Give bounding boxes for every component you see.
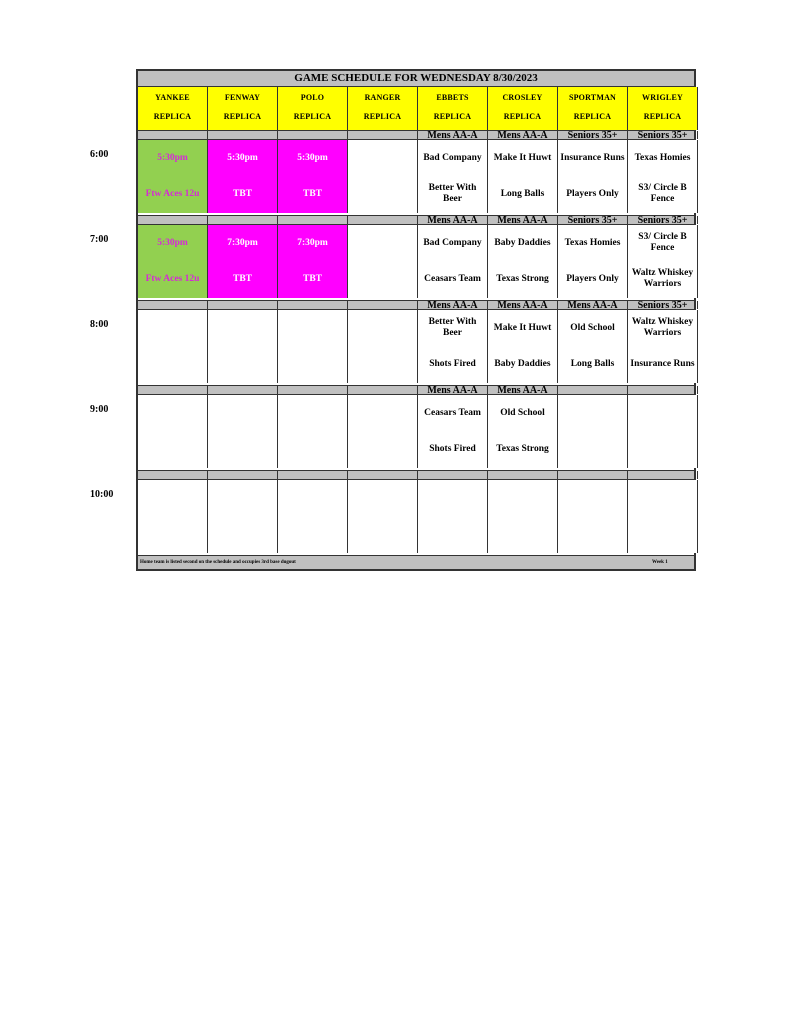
team-away xyxy=(558,398,627,428)
division-label: Seniors 35+ xyxy=(558,216,628,224)
team-home: Insurance Runs xyxy=(630,358,695,369)
division-label xyxy=(488,471,558,479)
team-home xyxy=(558,519,627,549)
team-away: 5:30pm xyxy=(227,152,258,163)
team-home: Ftw Aces 12u xyxy=(145,188,200,199)
team-away xyxy=(558,483,627,513)
team-home xyxy=(348,264,417,294)
division-label xyxy=(348,216,418,224)
time-label: 9:00 xyxy=(90,404,109,415)
division-label xyxy=(138,471,208,479)
time-label: 8:00 xyxy=(90,319,109,330)
team-away xyxy=(348,483,417,513)
team-away xyxy=(208,313,277,343)
division-label xyxy=(208,386,278,394)
game-cell xyxy=(628,140,698,213)
game-cell xyxy=(628,395,698,468)
division-label: Mens AA-A xyxy=(488,386,558,394)
week-label: Week 1 xyxy=(652,560,668,565)
division-label xyxy=(348,301,418,309)
team-away xyxy=(348,228,417,258)
time-label: 10:00 xyxy=(90,489,114,500)
team-away xyxy=(138,398,207,428)
game-cell xyxy=(348,310,418,383)
field-header-5 xyxy=(488,87,558,130)
division-label: Mens AA-A xyxy=(418,216,488,224)
game-cell xyxy=(488,140,558,213)
schedule-sheet xyxy=(136,69,696,571)
division-label xyxy=(208,216,278,224)
team-away xyxy=(138,313,207,343)
team-home: Players Only xyxy=(566,273,619,284)
team-home xyxy=(208,519,277,549)
field-name: YANKEE xyxy=(155,93,190,102)
home-team-note: Home team is listed second on the schedule and occupies 3rd base dugout xyxy=(140,560,296,565)
field-header-1 xyxy=(208,87,278,130)
division-label xyxy=(138,301,208,309)
division-label: Mens AA-A xyxy=(558,301,628,309)
team-away: Waltz Whiskey Warriors xyxy=(631,317,694,338)
team-home: Shots Fired xyxy=(429,443,476,454)
division-label xyxy=(278,131,348,139)
field-name: EBBETS xyxy=(436,93,469,102)
team-away: Insurance Runs xyxy=(560,152,625,163)
team-away xyxy=(348,143,417,173)
team-home: Better With Beer xyxy=(428,183,477,204)
team-home xyxy=(418,519,487,549)
game-cell xyxy=(208,140,278,213)
division-label: Mens AA-A xyxy=(418,386,488,394)
game-cell xyxy=(558,225,628,298)
game-cell xyxy=(418,310,488,383)
field-header-4 xyxy=(418,87,488,130)
team-home xyxy=(138,434,207,464)
team-home xyxy=(348,349,417,379)
division-label: Mens AA-A xyxy=(488,216,558,224)
team-home: TBT xyxy=(232,273,252,284)
team-home xyxy=(348,434,417,464)
team-away xyxy=(348,398,417,428)
time-label: 7:00 xyxy=(90,234,109,245)
game-cell xyxy=(208,480,278,553)
field-name: SPORTMAN xyxy=(568,93,617,102)
team-away: 7:30pm xyxy=(227,237,258,248)
footer-bar xyxy=(138,555,694,569)
team-away: Texas Homies xyxy=(634,152,691,163)
game-cell xyxy=(278,225,348,298)
team-home: Baby Daddies xyxy=(494,358,551,369)
field-subtitle: REPLICA xyxy=(223,112,262,121)
team-home xyxy=(208,434,277,464)
team-home: Waltz Whiskey Warriors xyxy=(631,268,694,289)
division-label xyxy=(628,471,698,479)
game-cell xyxy=(138,225,208,298)
game-cell xyxy=(208,395,278,468)
field-name: WRIGLEY xyxy=(642,93,683,102)
team-home: TBT xyxy=(232,188,252,199)
team-home xyxy=(628,434,697,464)
team-away: Make It Huwt xyxy=(493,322,552,333)
schedule-title: GAME SCHEDULE FOR WEDNESDAY 8/30/2023 xyxy=(138,71,694,87)
team-home xyxy=(138,349,207,379)
division-label xyxy=(418,471,488,479)
team-away: Old School xyxy=(500,407,545,418)
game-cell xyxy=(488,310,558,383)
game-cell xyxy=(418,225,488,298)
team-away: Texas Homies xyxy=(564,237,621,248)
division-label: Mens AA-A xyxy=(488,131,558,139)
team-home xyxy=(488,519,557,549)
game-cell xyxy=(488,225,558,298)
game-cell xyxy=(488,480,558,553)
team-away xyxy=(348,313,417,343)
team-away xyxy=(418,483,487,513)
team-home: Texas Strong xyxy=(496,273,549,284)
team-away xyxy=(208,398,277,428)
team-home xyxy=(138,519,207,549)
team-home xyxy=(278,349,347,379)
game-cell xyxy=(418,140,488,213)
division-label xyxy=(208,301,278,309)
division-label xyxy=(558,386,628,394)
team-away xyxy=(628,398,697,428)
field-header-2 xyxy=(278,87,348,130)
division-band xyxy=(138,300,694,310)
division-label: Mens AA-A xyxy=(488,301,558,309)
game-cell xyxy=(418,480,488,553)
division-label xyxy=(208,471,278,479)
division-label xyxy=(278,471,348,479)
team-home xyxy=(558,434,627,464)
game-cell xyxy=(138,140,208,213)
field-name: FENWAY xyxy=(224,93,261,102)
game-cell xyxy=(348,140,418,213)
team-home: Ceasars Team xyxy=(424,273,481,284)
game-cell xyxy=(278,395,348,468)
team-home xyxy=(348,179,417,209)
game-cell xyxy=(278,140,348,213)
game-cell xyxy=(558,310,628,383)
game-cell xyxy=(558,480,628,553)
team-home xyxy=(348,519,417,549)
division-label xyxy=(278,386,348,394)
game-cell xyxy=(558,395,628,468)
team-away: Baby Daddies xyxy=(494,237,551,248)
game-cell xyxy=(208,310,278,383)
division-label xyxy=(278,301,348,309)
team-home: S3/ Circle B Fence xyxy=(638,183,687,204)
team-home: Ftw Aces 12u xyxy=(145,273,200,284)
field-subtitle: REPLICA xyxy=(573,112,612,121)
division-band xyxy=(138,470,694,480)
division-label xyxy=(628,386,698,394)
field-header-3 xyxy=(348,87,418,130)
team-home: TBT xyxy=(302,188,322,199)
division-label xyxy=(138,216,208,224)
game-cell xyxy=(628,310,698,383)
game-cell xyxy=(348,480,418,553)
game-cell xyxy=(348,225,418,298)
team-home xyxy=(278,519,347,549)
division-label xyxy=(278,216,348,224)
field-subtitle: REPLICA xyxy=(363,112,402,121)
game-cell xyxy=(278,480,348,553)
division-label xyxy=(348,386,418,394)
field-subtitle: REPLICA xyxy=(153,112,192,121)
game-cell xyxy=(138,480,208,553)
division-label: Seniors 35+ xyxy=(628,131,698,139)
division-label xyxy=(348,131,418,139)
game-cell xyxy=(558,140,628,213)
division-band xyxy=(138,215,694,225)
division-label xyxy=(208,131,278,139)
team-home: Players Only xyxy=(566,188,619,199)
division-label: Mens AA-A xyxy=(418,131,488,139)
team-away xyxy=(208,483,277,513)
division-label: Seniors 35+ xyxy=(558,131,628,139)
team-away: Bad Company xyxy=(423,152,482,163)
game-cell xyxy=(418,395,488,468)
division-label: Seniors 35+ xyxy=(628,301,698,309)
field-name: CROSLEY xyxy=(502,93,543,102)
game-cell xyxy=(628,225,698,298)
division-label xyxy=(348,471,418,479)
team-home: Texas Strong xyxy=(496,443,549,454)
team-away: Old School xyxy=(570,322,615,333)
game-cell xyxy=(278,310,348,383)
team-away: 7:30pm xyxy=(297,237,328,248)
team-away xyxy=(278,483,347,513)
game-cell xyxy=(628,480,698,553)
division-label xyxy=(138,131,208,139)
division-band xyxy=(138,130,694,140)
team-away xyxy=(138,483,207,513)
team-home: TBT xyxy=(302,273,322,284)
game-cell xyxy=(208,225,278,298)
team-home: Long Balls xyxy=(570,358,615,369)
field-header-6 xyxy=(558,87,628,130)
team-away: 5:30pm xyxy=(157,237,188,248)
team-away: Better With Beer xyxy=(428,317,477,338)
team-away: S3/ Circle B Fence xyxy=(638,232,687,253)
time-label: 6:00 xyxy=(90,149,109,160)
field-subtitle: REPLICA xyxy=(503,112,542,121)
field-subtitle: REPLICA xyxy=(293,112,332,121)
field-subtitle: REPLICA xyxy=(433,112,472,121)
team-home xyxy=(628,519,697,549)
game-cell xyxy=(138,395,208,468)
team-away: 5:30pm xyxy=(297,152,328,163)
team-away: Bad Company xyxy=(423,237,482,248)
team-away xyxy=(278,398,347,428)
field-name: RANGER xyxy=(364,93,401,102)
field-subtitle: REPLICA xyxy=(643,112,682,121)
team-away xyxy=(488,483,557,513)
team-away xyxy=(628,483,697,513)
field-header-0 xyxy=(138,87,208,130)
division-label xyxy=(558,471,628,479)
team-home: Long Balls xyxy=(500,188,545,199)
team-home xyxy=(208,349,277,379)
division-label: Mens AA-A xyxy=(418,301,488,309)
division-label xyxy=(138,386,208,394)
division-band xyxy=(138,385,694,395)
team-home xyxy=(278,434,347,464)
team-away: 5:30pm xyxy=(157,152,188,163)
game-cell xyxy=(348,395,418,468)
team-home: Shots Fired xyxy=(429,358,476,369)
game-cell xyxy=(138,310,208,383)
team-away: Ceasars Team xyxy=(424,407,481,418)
field-header-7 xyxy=(628,87,698,130)
division-label: Seniors 35+ xyxy=(628,216,698,224)
game-cell xyxy=(488,395,558,468)
team-away xyxy=(278,313,347,343)
field-name: POLO xyxy=(300,93,325,102)
team-away: Make It Huwt xyxy=(493,152,552,163)
